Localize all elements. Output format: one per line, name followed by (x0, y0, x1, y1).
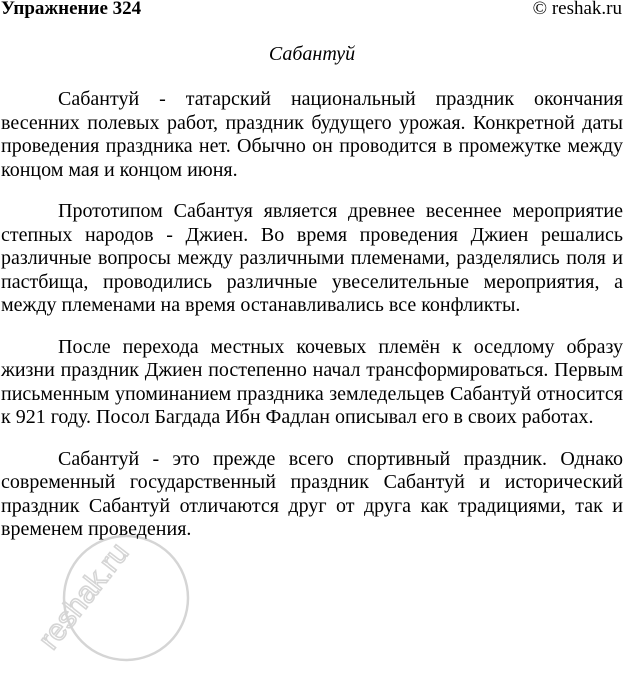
paragraph: Прототипом Сабантуя является древнее весеннее мероприятие степных народов - Джиен. Во время проведения Джиен решались различные вопросы между различными племенами, разделялись поля и пастбища, проводились различные увеселительные мероприятия, а между племенами на время останавливались все конфликты. (1, 200, 623, 316)
page-header (0, 0, 624, 24)
paragraph: Сабантуй - это прежде всего спортивный праздник. Однако современный государственный праздник Сабантуй и исторический праздник Сабантуй отличаются друг от друга как традициями, так и временем проведения. (1, 447, 623, 540)
exercise-title: Упражнение 324 (1, 0, 142, 19)
paragraph: Сабантуй - татарский национальный праздник окончания весенних полевых работ, праздник будущего урожая. Конкретной даты проведения праздника нет. Обычно он проводится в промежутке между концом мая и концом июня. (1, 88, 623, 181)
document-title: Сабантуй (268, 43, 356, 65)
source-label: © reshak.ru (532, 0, 622, 19)
watermark-text: reshak.ru (32, 536, 136, 656)
paragraph: После перехода местных кочевых племён к оседлому образу жизни праздник Джиен постепенно начал трансформироваться. Первым письменным упоминанием праздника земледельцев Сабантуй относится к 921 году. Посол Багдада Ибн Фадлан описывал его в своих работах. (1, 335, 623, 428)
document-body (1, 88, 623, 560)
